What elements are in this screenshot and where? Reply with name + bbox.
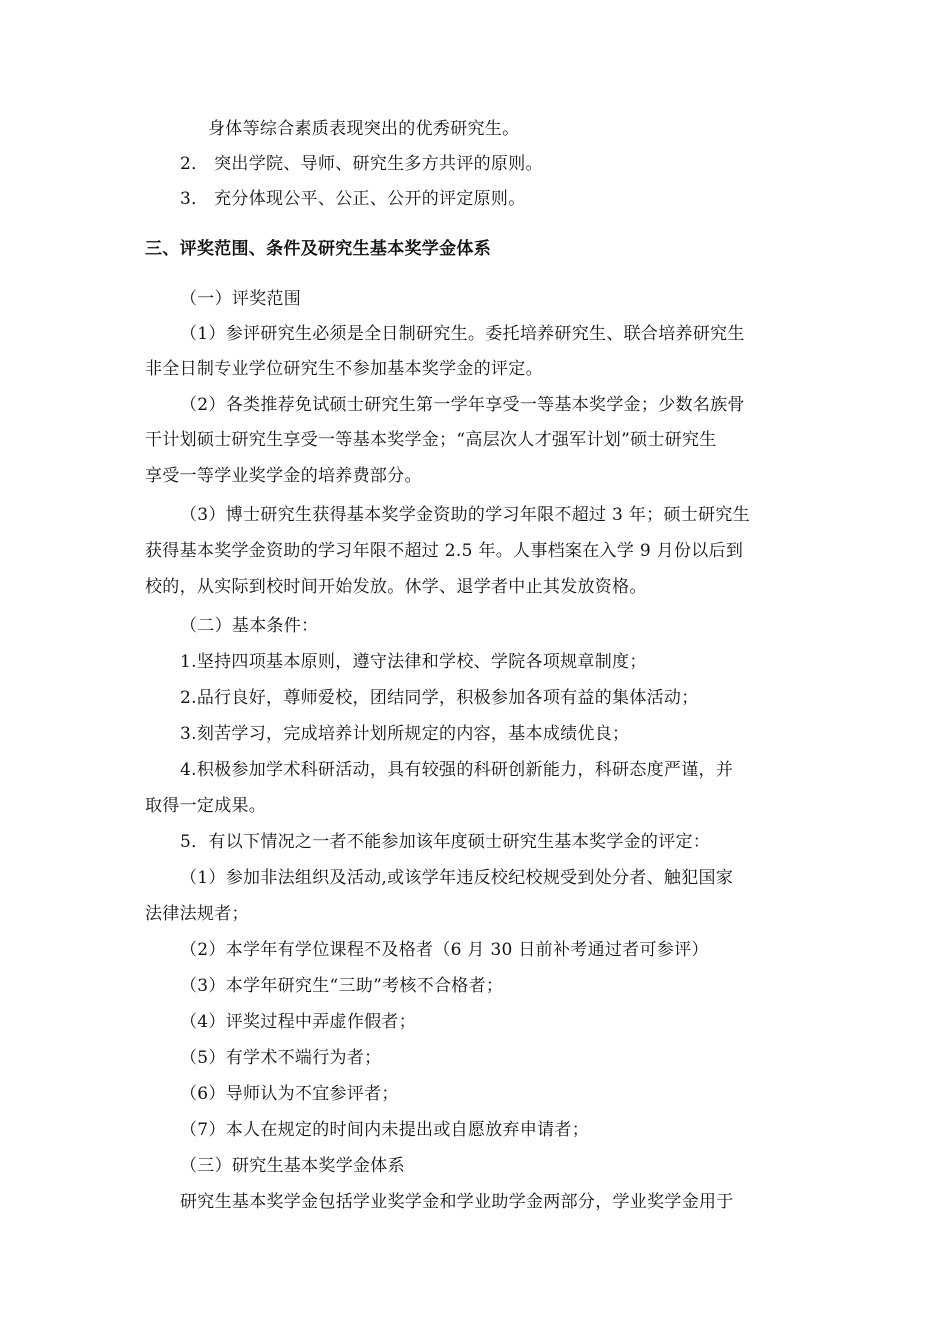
- subsection-heading: （三）研究生基本奖学金体系: [180, 1156, 405, 1176]
- list-item: （2）本学年有学位课程不及格者（6 月 30 日前补考通过者可参评）: [180, 940, 709, 960]
- subsection-heading: （一）评奖范围: [180, 289, 302, 309]
- list-item: 2． 突出学院、导师、研究生多方共评的原则。: [180, 154, 543, 174]
- paragraph-line: 非全日制专业学位研究生不参加基本奖学金的评定。: [145, 359, 543, 379]
- list-item: （4）评奖过程中弄虚作假者；: [180, 1012, 417, 1032]
- paragraph-line: 校的，从实际到校时间开始发放。休学、退学者中止其发放资格。: [145, 577, 647, 597]
- list-item: 3． 充分体现公平、公正、公开的评定原则。: [180, 189, 526, 209]
- list-item: 5．有以下情况之一者不能参加该年度硕士研究生基本奖学金的评定：: [180, 832, 711, 852]
- paragraph-line: 享受一等学业奖学金的培养费部分。: [145, 466, 422, 486]
- paragraph-line: （1）参评研究生必须是全日制研究生。委托培养研究生、联合培养研究生: [180, 324, 745, 344]
- paragraph-line: 法律法规者；: [145, 904, 249, 924]
- paragraph-line: 研究生基本奖学金包括学业奖学金和学业助学金两部分，学业奖学金用于: [180, 1192, 734, 1212]
- paragraph-line: （3）博士研究生获得基本奖学金资助的学习年限不超过 3 年；硕士研究生: [180, 505, 750, 525]
- list-item: 3.刻苦学习，完成培养计划所规定的内容，基本成绩优良；: [180, 724, 630, 744]
- section-heading: 三、评奖范围、条件及研究生基本奖学金体系: [145, 239, 491, 259]
- list-item: 1.坚持四项基本原则，遵守法律和学校、学院各项规章制度；: [180, 652, 647, 672]
- list-item: 4.积极参加学术科研活动，具有较强的科研创新能力，科研态度严谨，并: [180, 760, 734, 780]
- paragraph-line: 身体等综合素质表现突出的优秀研究生。: [208, 119, 520, 139]
- paragraph-line: 取得一定成果。: [145, 796, 267, 816]
- list-item: （1）参加非法组织及活动,或该学年违反校纪校规受到处分者、触犯国家: [180, 868, 734, 888]
- paragraph-line: （2）各类推荐免试硕士研究生第一学年享受一等基本奖学金；少数名族骨: [180, 395, 745, 415]
- paragraph-line: 获得基本奖学金资助的学习年限不超过 2.5 年。人事档案在入学 9 月份以后到: [145, 541, 744, 561]
- list-item: （7）本人在规定的时间内未提出或自愿放弃申请者；: [180, 1120, 590, 1140]
- list-item: （5）有学术不端行为者；: [180, 1048, 382, 1068]
- list-item: 2.品行良好，尊师爱校，团结同学，积极参加各项有益的集体活动；: [180, 688, 699, 708]
- list-item: （6）导师认为不宜参评者；: [180, 1084, 399, 1104]
- subsection-heading: （二）基本条件：: [180, 616, 319, 636]
- list-item: （3）本学年研究生“三助”考核不合格者；: [180, 976, 504, 996]
- paragraph-line: 干计划硕士研究生享受一等基本奖学金；“高层次人才强军计划”硕士研究生: [145, 430, 717, 450]
